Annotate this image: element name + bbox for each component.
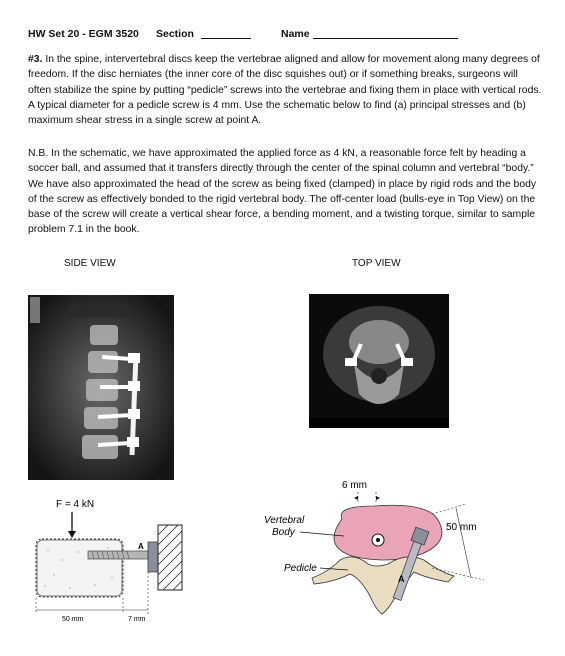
pedicle-bone [312, 557, 454, 614]
dim-offset-top: 6 mm [342, 480, 367, 491]
dim-body-top: 50 mm [446, 522, 477, 533]
problem-text: In the spine, intervertebral discs keep the vertebrae aligned and allow for movement along many degrees of freedom. If the disc herniates (the inner core of the disc squishes out) or if something breaks, surgeons will often stabilize the spine by putting “pedicle” screws into the vertebrae and fixing them in place with vertical rods. A typical diameter for a pedicle screw is 4 mm. Use the schematic below to find (a) principal stresses and (b) maximum shear stress in a single screw at point A. [28, 54, 542, 127]
hw-title: HW Set 20 - EGM 3520 [28, 28, 139, 40]
top-view-label: TOP VIEW [352, 258, 401, 269]
label-pedicle: Pedicle [284, 563, 317, 574]
name-label: Name [281, 28, 310, 40]
point-a-side: A [138, 542, 144, 551]
problem-number: #3. [28, 54, 43, 65]
point-a-top: A [398, 574, 405, 584]
section-blank[interactable] [201, 38, 251, 39]
top-schematic [256, 474, 556, 634]
name-blank[interactable] [313, 38, 458, 39]
dim-body-side: 50 mm [62, 616, 84, 623]
label-vertebral: Vertebral [264, 515, 305, 526]
problem-paragraph [28, 52, 543, 128]
side-schematic [0, 490, 200, 630]
force-arrowhead [68, 531, 76, 538]
side-view-label: SIDE VIEW [64, 258, 116, 269]
dim-screw-side: 7 mm [128, 616, 146, 623]
section-label: Section [156, 28, 194, 40]
note-paragraph: N.B. In the schematic, we have approximated the applied force as 4 kN, a reasonable force felt by heading a soccer ball, and assumed that it transfers directly through the center of the spinal column and vertebral “body.” We have also approximated the head of the screw as being fixed (clamped) in place by rigid rods and the body of the screw as effectively bonded to the rigid vertebral body. The off-center load (bulls-eye in Top View) on the base of the screw will create a vertical shear force, a bending moment, and a twisting torque, similar to sample problem 7.1 in the book. [28, 148, 537, 236]
top-ct-image [309, 294, 449, 428]
side-xray-image [28, 295, 174, 480]
force-label: F = 4 kN [56, 499, 95, 510]
screw-head-side [148, 542, 158, 572]
label-body: Body [272, 527, 295, 538]
